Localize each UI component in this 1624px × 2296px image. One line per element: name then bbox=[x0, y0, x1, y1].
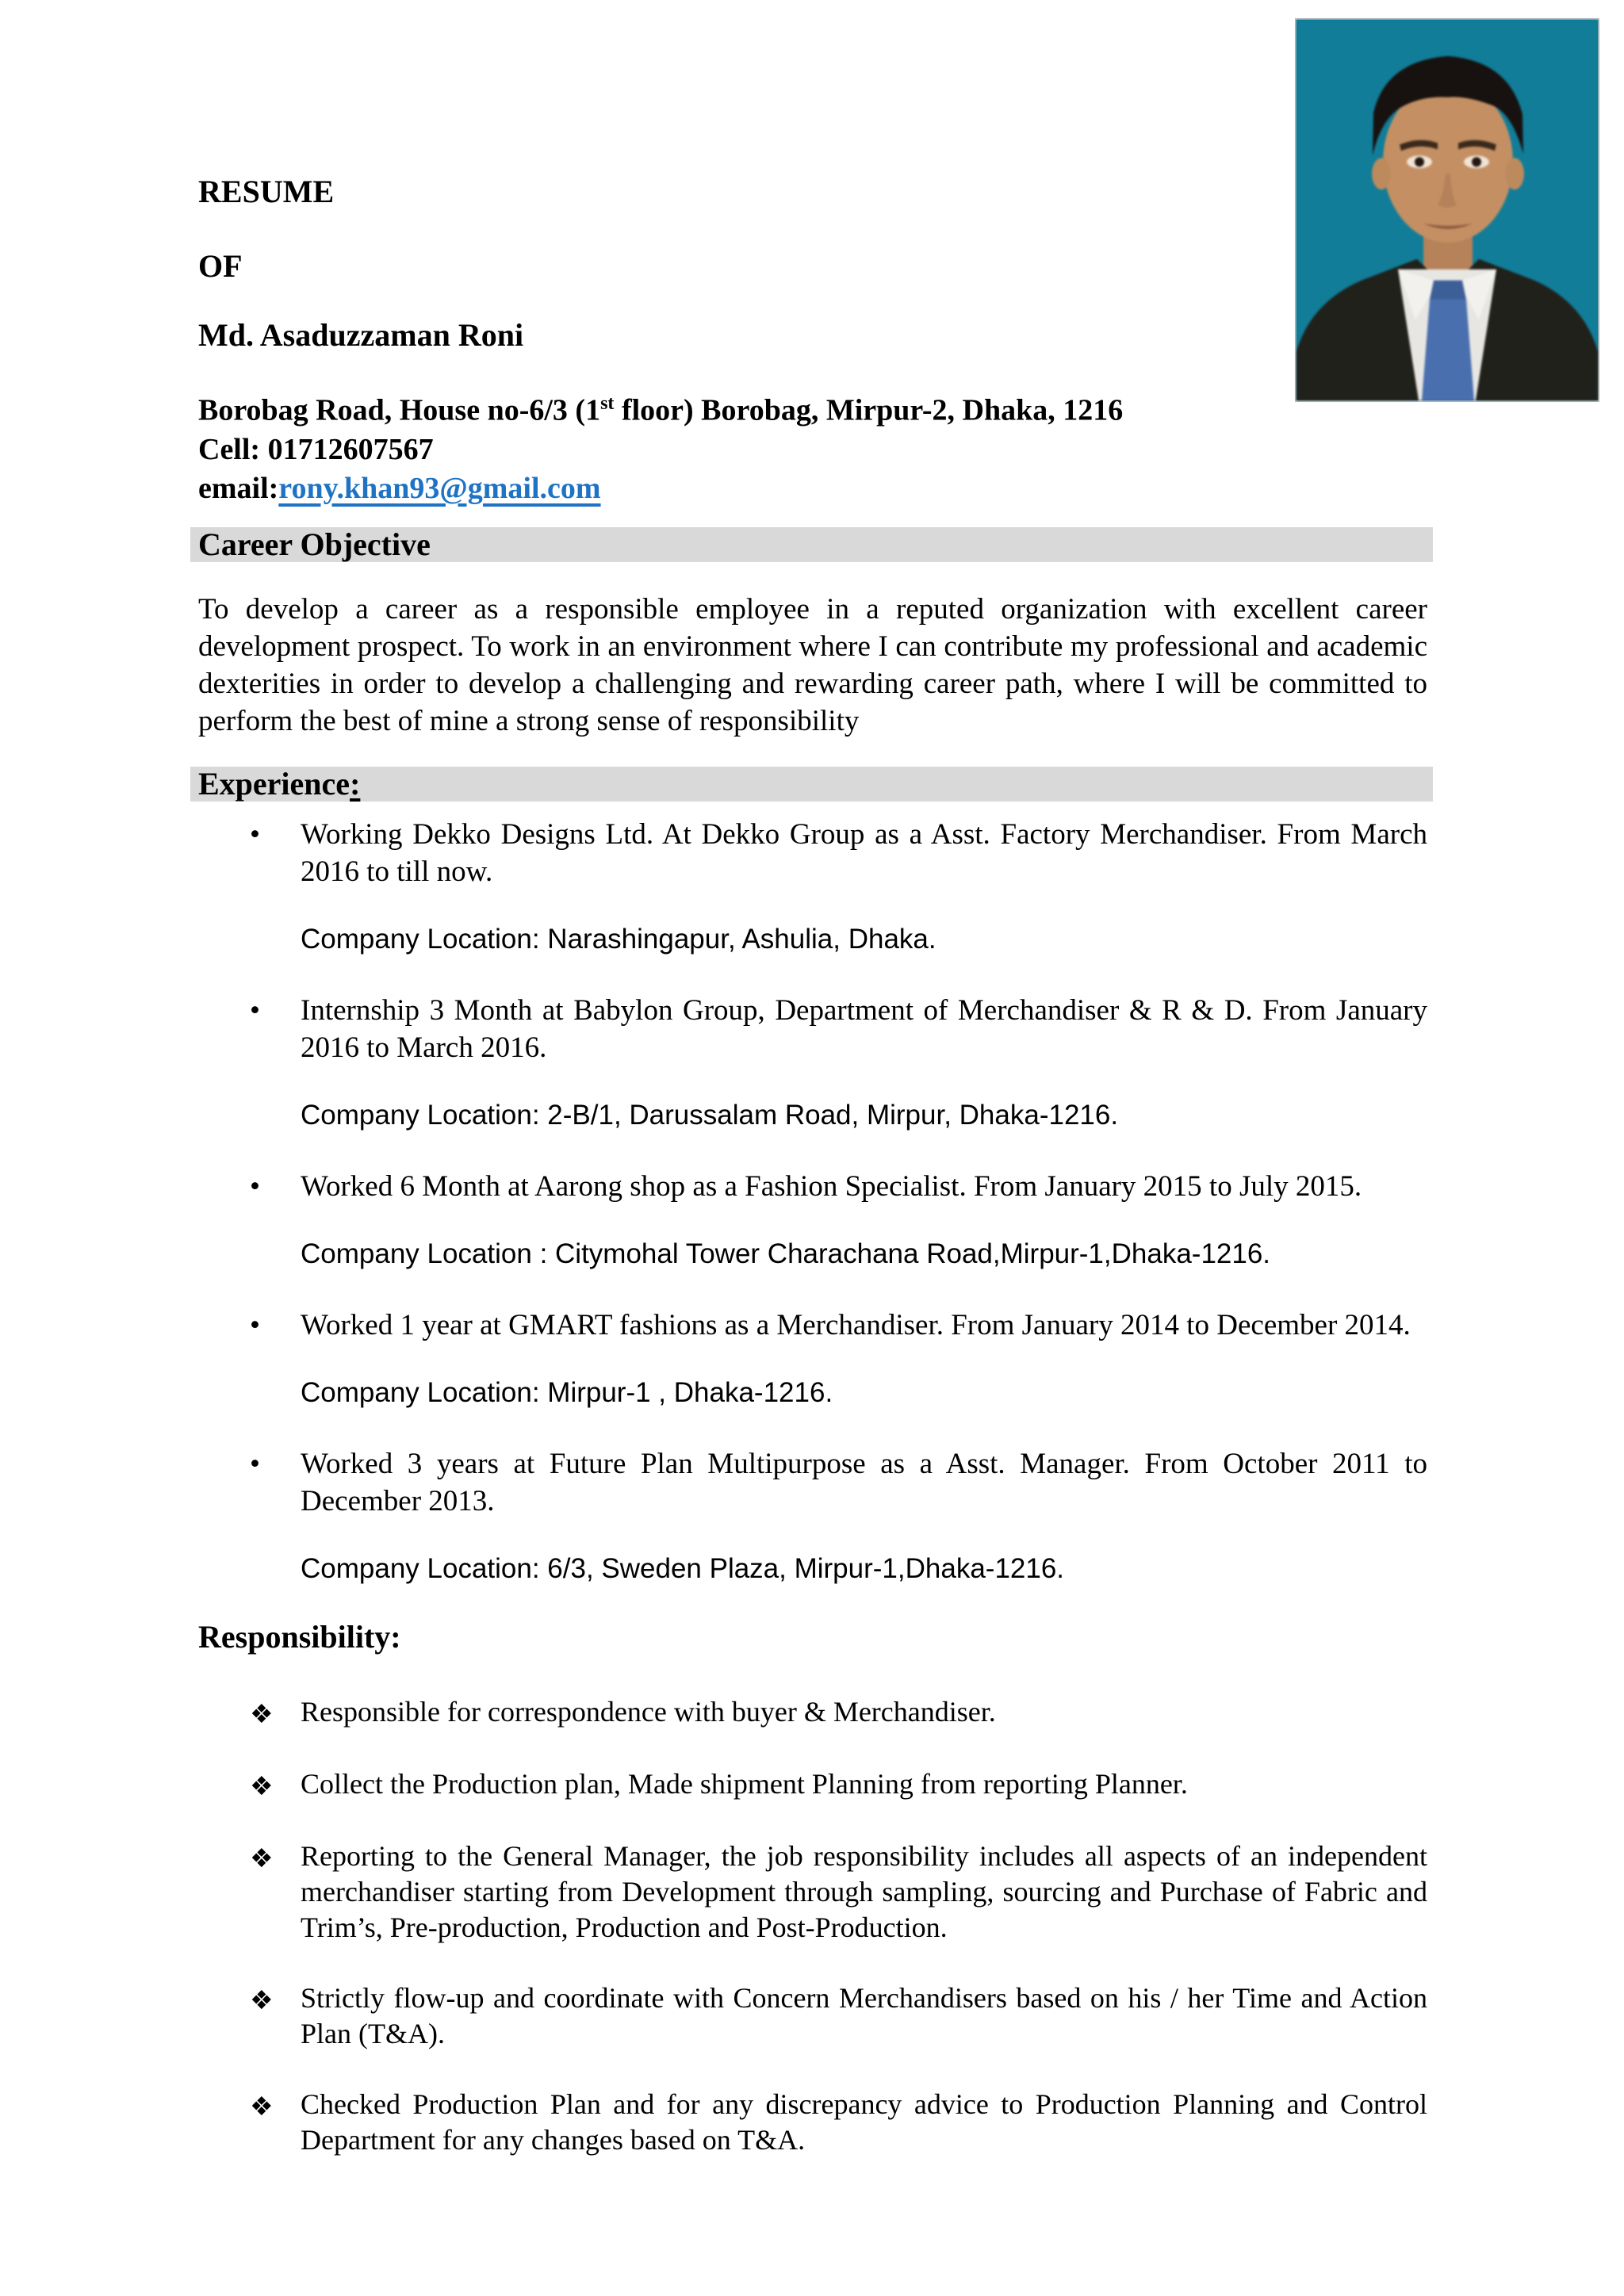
responsibility-item bbox=[198, 1839, 1427, 1946]
responsibility-list bbox=[198, 1694, 1427, 2158]
address-part2: floor) Borobag, Mirpur-2, Dhaka, 1216 bbox=[614, 393, 1124, 427]
experience-text: Worked 1 year at GMART fashions as a Merchandiser. From January 2014 to December 2014. bbox=[301, 1308, 1411, 1341]
bullet-icon: • bbox=[250, 1308, 260, 1341]
diamond-bullet-icon: ❖ bbox=[250, 1697, 274, 1729]
responsibility-item bbox=[198, 1766, 1427, 1804]
diamond-bullet-icon: ❖ bbox=[250, 2090, 274, 2122]
experience-list bbox=[198, 816, 1427, 1586]
bullet-icon: • bbox=[250, 817, 260, 851]
bullet-icon: • bbox=[250, 993, 260, 1027]
resume-content bbox=[198, 0, 1427, 2193]
experience-location: Company Location: 6/3, Sweden Plaza, Mirpur-1,Dhaka-1216. bbox=[301, 1552, 1065, 1584]
email-link[interactable]: rony.khan93@gmail.com bbox=[278, 471, 601, 505]
email-label: email: bbox=[198, 471, 279, 505]
responsibility-text: Responsible for correspondence with buyer & Merchandiser. bbox=[301, 1695, 996, 1728]
diamond-bullet-icon: ❖ bbox=[250, 1770, 274, 1801]
document-of: OF bbox=[198, 248, 243, 284]
experience-location: Company Location: Narashingapur, Ashulia, Dhaka. bbox=[301, 923, 936, 955]
experience-text: Worked 3 years at Future Plan Multipurpose as a Asst. Manager. From October 2011 to December 2013. bbox=[301, 1447, 1427, 1517]
address-superscript: st bbox=[600, 393, 615, 414]
experience-item bbox=[198, 992, 1427, 1133]
address-line bbox=[198, 385, 1427, 430]
address-part1: Borobag Road, House no-6/3 (1 bbox=[198, 393, 601, 427]
responsibility-item bbox=[198, 1980, 1427, 2052]
experience-item bbox=[198, 816, 1427, 957]
email-line bbox=[198, 469, 1427, 508]
document-title: RESUME bbox=[198, 174, 335, 209]
bullet-icon: • bbox=[250, 1169, 260, 1203]
diamond-bullet-icon: ❖ bbox=[250, 1984, 274, 2015]
responsibility-item bbox=[198, 1694, 1427, 1732]
experience-heading-colon: : bbox=[350, 765, 361, 802]
responsibility-text: Collect the Production plan, Made shipment Planning from reporting Planner. bbox=[301, 1767, 1188, 1800]
bullet-icon: • bbox=[250, 1447, 260, 1480]
responsibility-text: Reporting to the General Manager, the job responsibility includes all aspects of an independent merchandiser starting from Development through sampling, sourcing and Purchase of Fabric and Trim’s, Pre-production, Production and Post-Production. bbox=[301, 1839, 1427, 1943]
experience-item bbox=[198, 1307, 1427, 1410]
experience-text: Working Dekko Designs Ltd. At Dekko Group as a Asst. Factory Merchandiser. From March 2016 to till now. bbox=[301, 817, 1427, 888]
responsibility-item bbox=[198, 2087, 1427, 2158]
experience-item bbox=[198, 1445, 1427, 1586]
experience-text: Internship 3 Month at Babylon Group, Department of Merchandiser & R & D. From January 2016 to March 2016. bbox=[301, 993, 1427, 1064]
section-experience-heading bbox=[190, 767, 1433, 802]
experience-location: Company Location: 2-B/1, Darussalam Road, Mirpur, Dhaka-1216. bbox=[301, 1099, 1119, 1131]
diamond-bullet-icon: ❖ bbox=[250, 1842, 274, 1873]
experience-text: Worked 6 Month at Aarong shop as a Fashion Specialist. From January 2015 to July 2015. bbox=[301, 1169, 1362, 1203]
experience-item bbox=[198, 1168, 1427, 1272]
experience-location: Company Location : Citymohal Tower Charachana Road,Mirpur-1,Dhaka-1216. bbox=[301, 1238, 1271, 1269]
candidate-name: Md. Asaduzzaman Roni bbox=[198, 317, 524, 353]
section-responsibility-heading: Responsibility: bbox=[198, 1618, 401, 1655]
career-objective-text: To develop a career as a responsible employee in a reputed organization with excellent career development prospect. To work in an environment where I can contribute my professional and academic dexterities in order to develop a challenging and rewarding career path, where I will be committed to perform the best of mine a strong sense of responsibility bbox=[198, 592, 1427, 737]
experience-location: Company Location: Mirpur-1 , Dhaka-1216. bbox=[301, 1376, 833, 1408]
responsibility-text: Checked Production Plan and for any discrepancy advice to Production Planning and Control Department for any changes based on T&A. bbox=[301, 2087, 1427, 2156]
cell-line: Cell: 01712607567 bbox=[198, 432, 434, 466]
responsibility-text: Strictly flow-up and coordinate with Concern Merchandisers based on his / her Time and Action Plan (T&A). bbox=[301, 1981, 1427, 2049]
experience-heading-text: Experience bbox=[198, 765, 350, 802]
section-career-objective-heading: Career Objective bbox=[190, 527, 1433, 562]
